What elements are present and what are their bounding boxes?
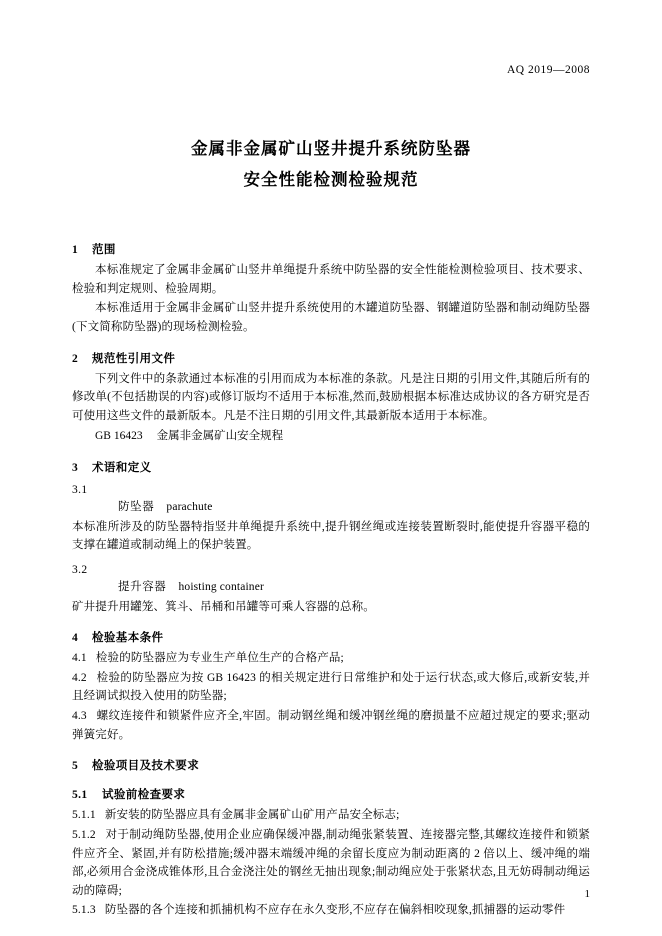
page-title-line1: 金属非金属矿山竖井提升系统防坠器 bbox=[191, 139, 471, 158]
term-3-2-english: hoisting container bbox=[178, 580, 264, 593]
standard-code-header: AQ 2019—2008 bbox=[507, 64, 590, 76]
term-3-1 bbox=[72, 498, 590, 517]
section-heading-5 bbox=[72, 757, 590, 773]
section-number-2: 2 bbox=[72, 352, 79, 365]
section-1-paragraph-1: 本标准规定了金属非金属矿山竖井单绳提升系统中防坠器的安全性能检测检验项目、技术要求、检验和判定规则、检验周期。 bbox=[72, 264, 590, 295]
clause-number-5-1-1: 5.1.1 bbox=[72, 809, 96, 822]
section-heading-4 bbox=[72, 629, 590, 645]
section-2-paragraph-1: 下列文件中的条款通过本标准的引用而成为本标准的条款。凡是注日期的引用文件,其随后所有的修改单(不包括勘误的内容)或修订版均不适用于本标准,然而,鼓励根据本标准达成协议的各方研究是否可使用这些文件的最新版本。凡是不注日期的引用文件,其最新版本适用于本标准。 bbox=[72, 372, 590, 422]
clause-text-4-2: 检验的防坠器应为按 GB 16423 的相关规定进行日常维护和处于运行状态,或大修后,或新安装,并且经调试拟投入使用的防坠器; bbox=[72, 671, 590, 703]
section-number-1: 1 bbox=[72, 244, 79, 257]
clause-number-4-1: 4.1 bbox=[72, 652, 87, 665]
section-number-4: 4 bbox=[72, 632, 79, 645]
reference-code: GB 16423 bbox=[95, 430, 143, 443]
page-title-line2: 安全性能检测检验规范 bbox=[243, 169, 419, 189]
clause-text-5-1-1: 新安装的防坠器应具有金属非金属矿山矿用产品安全标志; bbox=[104, 809, 400, 822]
section-number-3: 3 bbox=[72, 462, 79, 475]
page-number: 1 bbox=[584, 888, 590, 900]
clause-text-5-1-2: 对于制动绳防坠器,使用企业应确保缓冲器,制动绳张紧装置、连接器完整,其螺纹连接件和锁紧件应齐全、紧固,并有防松措施;缓冲器末端缓冲绳的余留长度应为制动距离的 2 倍以上、缓冲绳的端部,必须用合金浇成锥体形,且合金浇注处的钢丝无抽出现象;制动绳应处于张紧状态,且无妨碍制动绳运动的障碍; bbox=[72, 828, 590, 897]
clause-text-4-3: 螺纹连接件和锁紧件应齐全,牢固。制动钢丝绳和缓冲钢丝绳的磨损量不应超过规定的要求;驱动弹簧完好。 bbox=[72, 710, 590, 741]
reference-name: 金属非金属矿山安全规程 bbox=[156, 430, 284, 443]
term-3-2-chinese: 提升容器 bbox=[118, 580, 167, 593]
term-3-2 bbox=[72, 578, 590, 597]
clause-4-2 bbox=[72, 669, 590, 706]
clause-5-1-2 bbox=[72, 826, 590, 901]
term-3-2-definition: 矿井提升用罐笼、箕斗、吊桶和吊罐等可乘人容器的总称。 bbox=[72, 600, 375, 613]
clause-text-4-1: 检验的防坠器应为专业生产单位生产的合格产品; bbox=[95, 652, 344, 665]
section-title-3: 术语和定义 bbox=[92, 462, 152, 475]
term-3-1-chinese: 防坠器 bbox=[118, 501, 155, 514]
section-title-4: 检验基本条件 bbox=[92, 632, 164, 645]
section-title-5: 检验项目及技术要求 bbox=[92, 760, 200, 773]
section-title-2: 规范性引用文件 bbox=[92, 352, 176, 365]
subsection-number-5-1: 5.1 bbox=[72, 789, 88, 802]
section-heading-3 bbox=[72, 459, 590, 475]
section-title-1: 范围 bbox=[92, 244, 116, 257]
section-heading-1 bbox=[72, 241, 590, 257]
clause-number-4-3: 4.3 bbox=[72, 710, 87, 723]
section-heading-2 bbox=[72, 350, 590, 366]
subsection-title-5-1: 试验前检查要求 bbox=[102, 789, 186, 802]
section-number-5: 5 bbox=[72, 760, 79, 773]
clause-text-5-1-3: 防坠器的各个连接和抓捕机构不应存在永久变形,不应存在偏斜相咬现象,抓捕器的运动零件 bbox=[104, 904, 566, 917]
clause-number-4-2: 4.2 bbox=[72, 671, 87, 684]
term-3-1-english: parachute bbox=[166, 501, 213, 514]
clause-5-1-1 bbox=[72, 806, 590, 825]
subsection-heading-5-1 bbox=[72, 786, 590, 802]
clause-4-1 bbox=[72, 649, 590, 668]
term-number-3-2: 3.2 bbox=[72, 563, 88, 576]
clause-number-5-1-3: 5.1.3 bbox=[72, 904, 96, 917]
normative-reference-item bbox=[72, 427, 590, 446]
clause-4-3 bbox=[72, 707, 590, 744]
page-title bbox=[72, 134, 590, 195]
clause-5-1-3 bbox=[72, 901, 590, 920]
term-number-3-1: 3.1 bbox=[72, 484, 88, 497]
clause-number-5-1-2: 5.1.2 bbox=[72, 828, 96, 841]
section-1-paragraph-2: 本标准适用于金属非金属矿山竖井提升系统使用的木罐道防坠器、钢罐道防坠器和制动绳防坠器(下文简称防坠器)的现场检测检验。 bbox=[72, 302, 590, 333]
term-3-1-definition: 本标准所涉及的防坠器特指竖井单绳提升系统中,提升钢丝绳或连接装置断裂时,能使提升容器平稳的支撑在罐道或制动绳上的保护装置。 bbox=[72, 520, 590, 552]
